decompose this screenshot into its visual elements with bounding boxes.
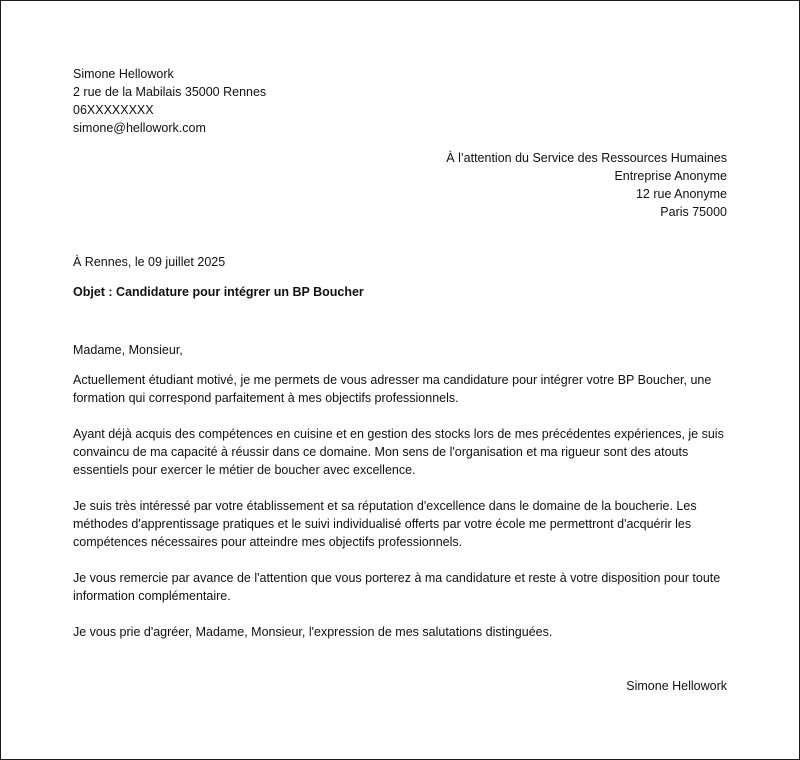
sender-name: Simone Hellowork bbox=[73, 67, 174, 81]
recipient-block bbox=[307, 149, 727, 221]
body-paragraph: Ayant déjà acquis des compétences en cuisine et en gestion des stocks lors de mes précédentes expériences, je suis convaincu de ma capacité à réussir dans ce domaine. Mon sens de l'organisation et ma rigueur sont des atouts essentiels pour exercer le métier de boucher avec excellence. bbox=[73, 427, 724, 477]
subject-line: Objet : Candidature pour intégrer un BP Boucher bbox=[73, 285, 364, 299]
sender-block bbox=[73, 65, 473, 137]
recipient-attention: À l’attention du Service des Ressources Humaines bbox=[446, 151, 727, 165]
body-paragraph: Je suis très intéressé par votre établissement et sa réputation d'excellence dans le domaine de la boucherie. Les méthodes d'apprentissage pratiques et le suivi individualisé offerts par votre école me permettront d'acquérir les compétences nécessaires pour atteindre mes objectifs professionnels. bbox=[73, 499, 697, 549]
sender-email: simone@hellowork.com bbox=[73, 121, 206, 135]
sender-phone: 06XXXXXXXX bbox=[73, 103, 154, 117]
letter-body bbox=[73, 341, 729, 659]
date-line: À Rennes, le 09 juillet 2025 bbox=[73, 255, 226, 269]
recipient-city: Paris 75000 bbox=[660, 205, 727, 219]
signature: Simone Hellowork bbox=[626, 679, 727, 693]
recipient-company: Entreprise Anonyme bbox=[614, 169, 727, 183]
sender-address: 2 rue de la Mabilais 35000 Rennes bbox=[73, 85, 267, 99]
body-paragraph: Je vous remercie par avance de l'attention que vous porterez à ma candidature et reste à votre disposition pour toute information complémentaire. bbox=[73, 571, 721, 603]
greeting: Madame, Monsieur, bbox=[73, 343, 183, 357]
recipient-street: 12 rue Anonyme bbox=[635, 187, 727, 201]
closing-paragraph: Je vous prie d'agréer, Madame, Monsieur, l'expression de mes salutations distinguées. bbox=[73, 625, 553, 639]
body-paragraph: Actuellement étudiant motivé, je me permets de vous adresser ma candidature pour intégrer votre BP Boucher, une formation qui correspond parfaitement à mes objectifs professionnels. bbox=[73, 373, 712, 405]
